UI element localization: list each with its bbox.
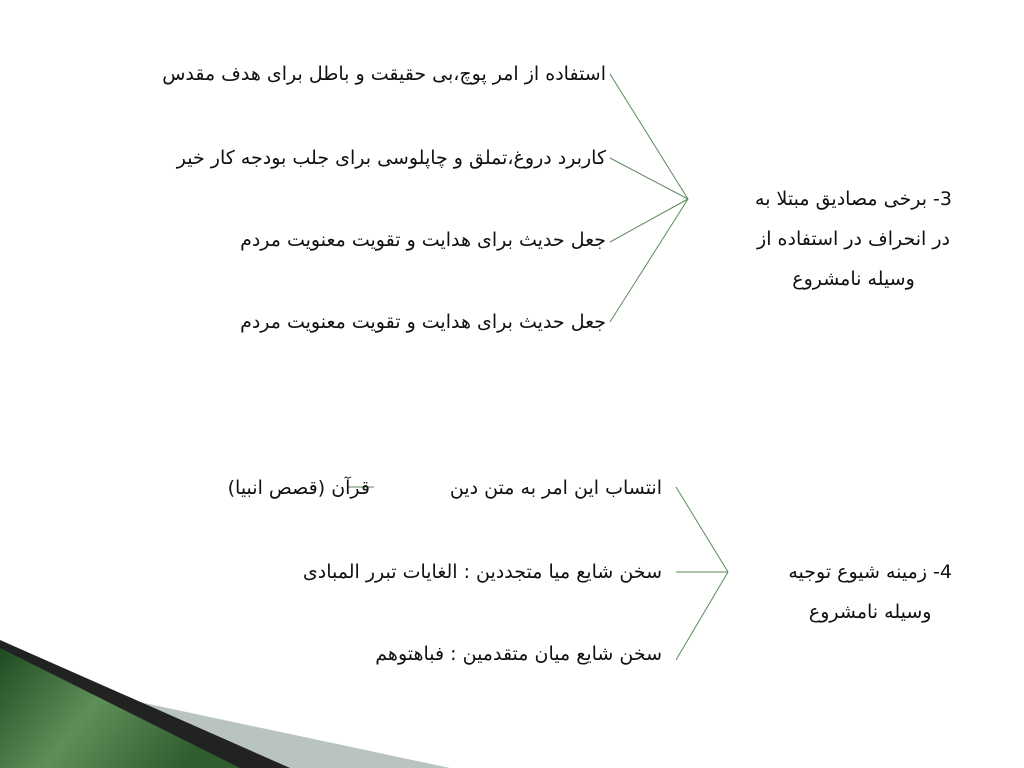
hub-line: وسیله نامشروع [808, 601, 932, 623]
branch-text: سخن شایع میان متقدمین : فباهتوهم [375, 643, 662, 665]
hub-line: 3- برخی مصادیق مبتلا به [755, 188, 952, 210]
connector-line [676, 487, 728, 572]
hub-group-1 [755, 179, 952, 299]
hub-line: وسیله نامشروع [792, 268, 915, 290]
hub-line: در انحراف در استفاده از [757, 228, 950, 250]
hub-line: 4- زمینه شیوع توجیه [788, 561, 952, 583]
branch-text: سخن شایع میا متجددین : الغایات تبرر المبادی [302, 561, 662, 583]
branch-subtext: قرآن (قصص انبیا) [227, 477, 370, 499]
branch-text: کاربرد دروغ،تملق و چاپلوسی برای جلب بودجه کار خیر [176, 147, 606, 169]
hub-group-2 [788, 552, 952, 632]
branch-text: استفاده از امر پوچ،بی حقیقت و باطل برای هدف مقدس [162, 63, 606, 85]
branch-text: جعل حدیث برای هدایت و تقویت معنویت مردم [240, 229, 606, 251]
branch-text: جعل حدیث برای هدایت و تقویت معنویت مردم [240, 311, 606, 333]
connector-line [676, 572, 728, 660]
branch-text: انتساب این امر به متن دین [449, 477, 662, 499]
